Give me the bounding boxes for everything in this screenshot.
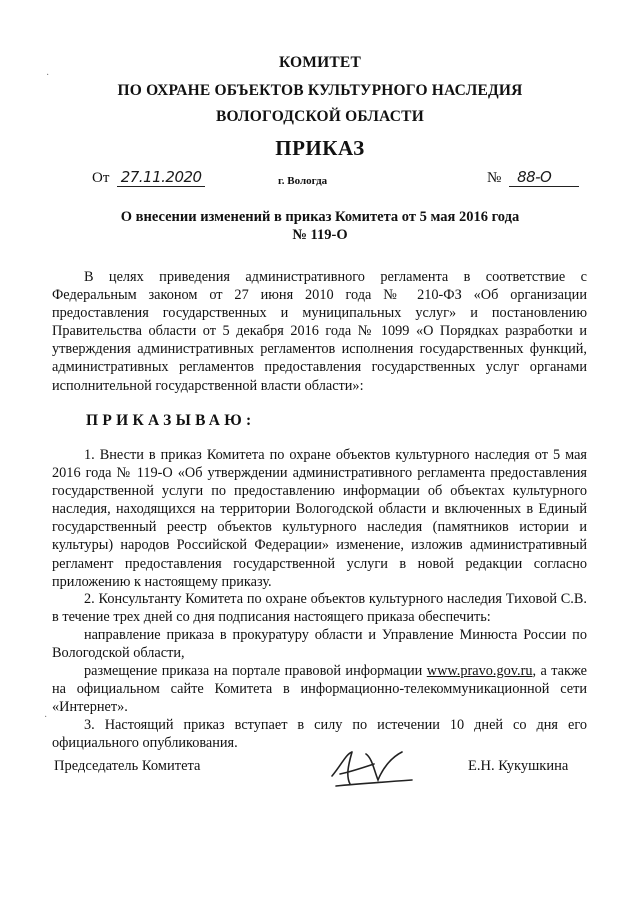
handwritten-signature [326, 744, 418, 792]
committee-region: ВОЛОГОДСКОЙ ОБЛАСТИ [216, 108, 424, 125]
date-underline [117, 168, 205, 187]
document-subject [60, 208, 580, 244]
order-item-2a: направление приказа в прокуратуру области и Управление Минюста России по Вологодской области, [52, 627, 587, 662]
number-underline [509, 168, 579, 187]
item-2b-text-after: , а также на официальном сайте Комитета в информационно-телекоммуникационной сети «Интернет». [52, 663, 587, 716]
committee-label: КОМИТЕТ [278, 54, 361, 71]
city-label: г. Вологда [278, 175, 328, 187]
scan-margin-mark: · [46, 70, 50, 81]
committee-name: ПО ОХРАНЕ ОБЪЕКТОВ КУЛЬТУРНОГО НАСЛЕДИЯ [117, 82, 523, 99]
order-item-1: 1. Внести в приказ Комитета по охране объектов культурного наследия от 5 мая 2016 года № 119-О «Об утверждении административного регламента предоставления государственной услуги по предоставлению информации об объектах культурного наследия, находящихся на территории Вологодской области и включенных в Единый государственный реестр объектов культурного наследия (памятников истории и культуры) народов Российской Федерации» изменение, изложив административный регламент предоставления государственной услуги в новой редакции согласно приложению к настоящему приказу. [52, 447, 587, 590]
number-field [487, 168, 579, 194]
number-prefix: № [487, 170, 502, 186]
handwritten-date: 27.11.2020 [120, 168, 202, 186]
signatory-position: Председатель Комитета [54, 758, 201, 774]
subject-line-1: О внесении изменений в приказ Комитета от 5 мая 2016 года [120, 209, 520, 225]
preamble-paragraph: В целях приведения административного регламента в соответствие с Федеральным законом от 27 июня 2010 года № 210-ФЗ «Об организации предоставления государственных и муниципальных услуг» и постановлению Правительства области от 5 декабря 2016 года № 1099 «О Порядках разработки и утверждения административных регламентов исполнения государственных функций, административных регламентов предоставления государственных услуг органами исполнительной государственной власти области»: [52, 269, 587, 394]
order-item-3: 3. Настоящий приказ вступает в силу по истечении 10 дней со дня его официального опубликования. [52, 717, 587, 752]
document-type-title: ПРИКАЗ [275, 136, 365, 160]
date-prefix: От [92, 170, 110, 186]
order-item-2: 2. Консультанту Комитета по охране объектов культурного наследия Тиховой С.В. в течение трех дней со дня подписания настоящего приказа обеспечить: [52, 591, 587, 626]
signatory-name: Е.Н. Кукушкина [468, 758, 569, 774]
decree-heading: ПРИКАЗЫВАЮ: [86, 412, 256, 429]
subject-line-2: № 119-О [292, 227, 348, 243]
scan-margin-mark: · [44, 712, 48, 723]
order-item-2b [52, 662, 587, 716]
pravo-link[interactable]: www.pravo.gov.ru [426, 663, 533, 679]
item-2b-text-before: размещение приказа на портале правовой информации [84, 663, 427, 679]
date-field [92, 168, 205, 194]
handwritten-number: 88-О [517, 168, 552, 186]
